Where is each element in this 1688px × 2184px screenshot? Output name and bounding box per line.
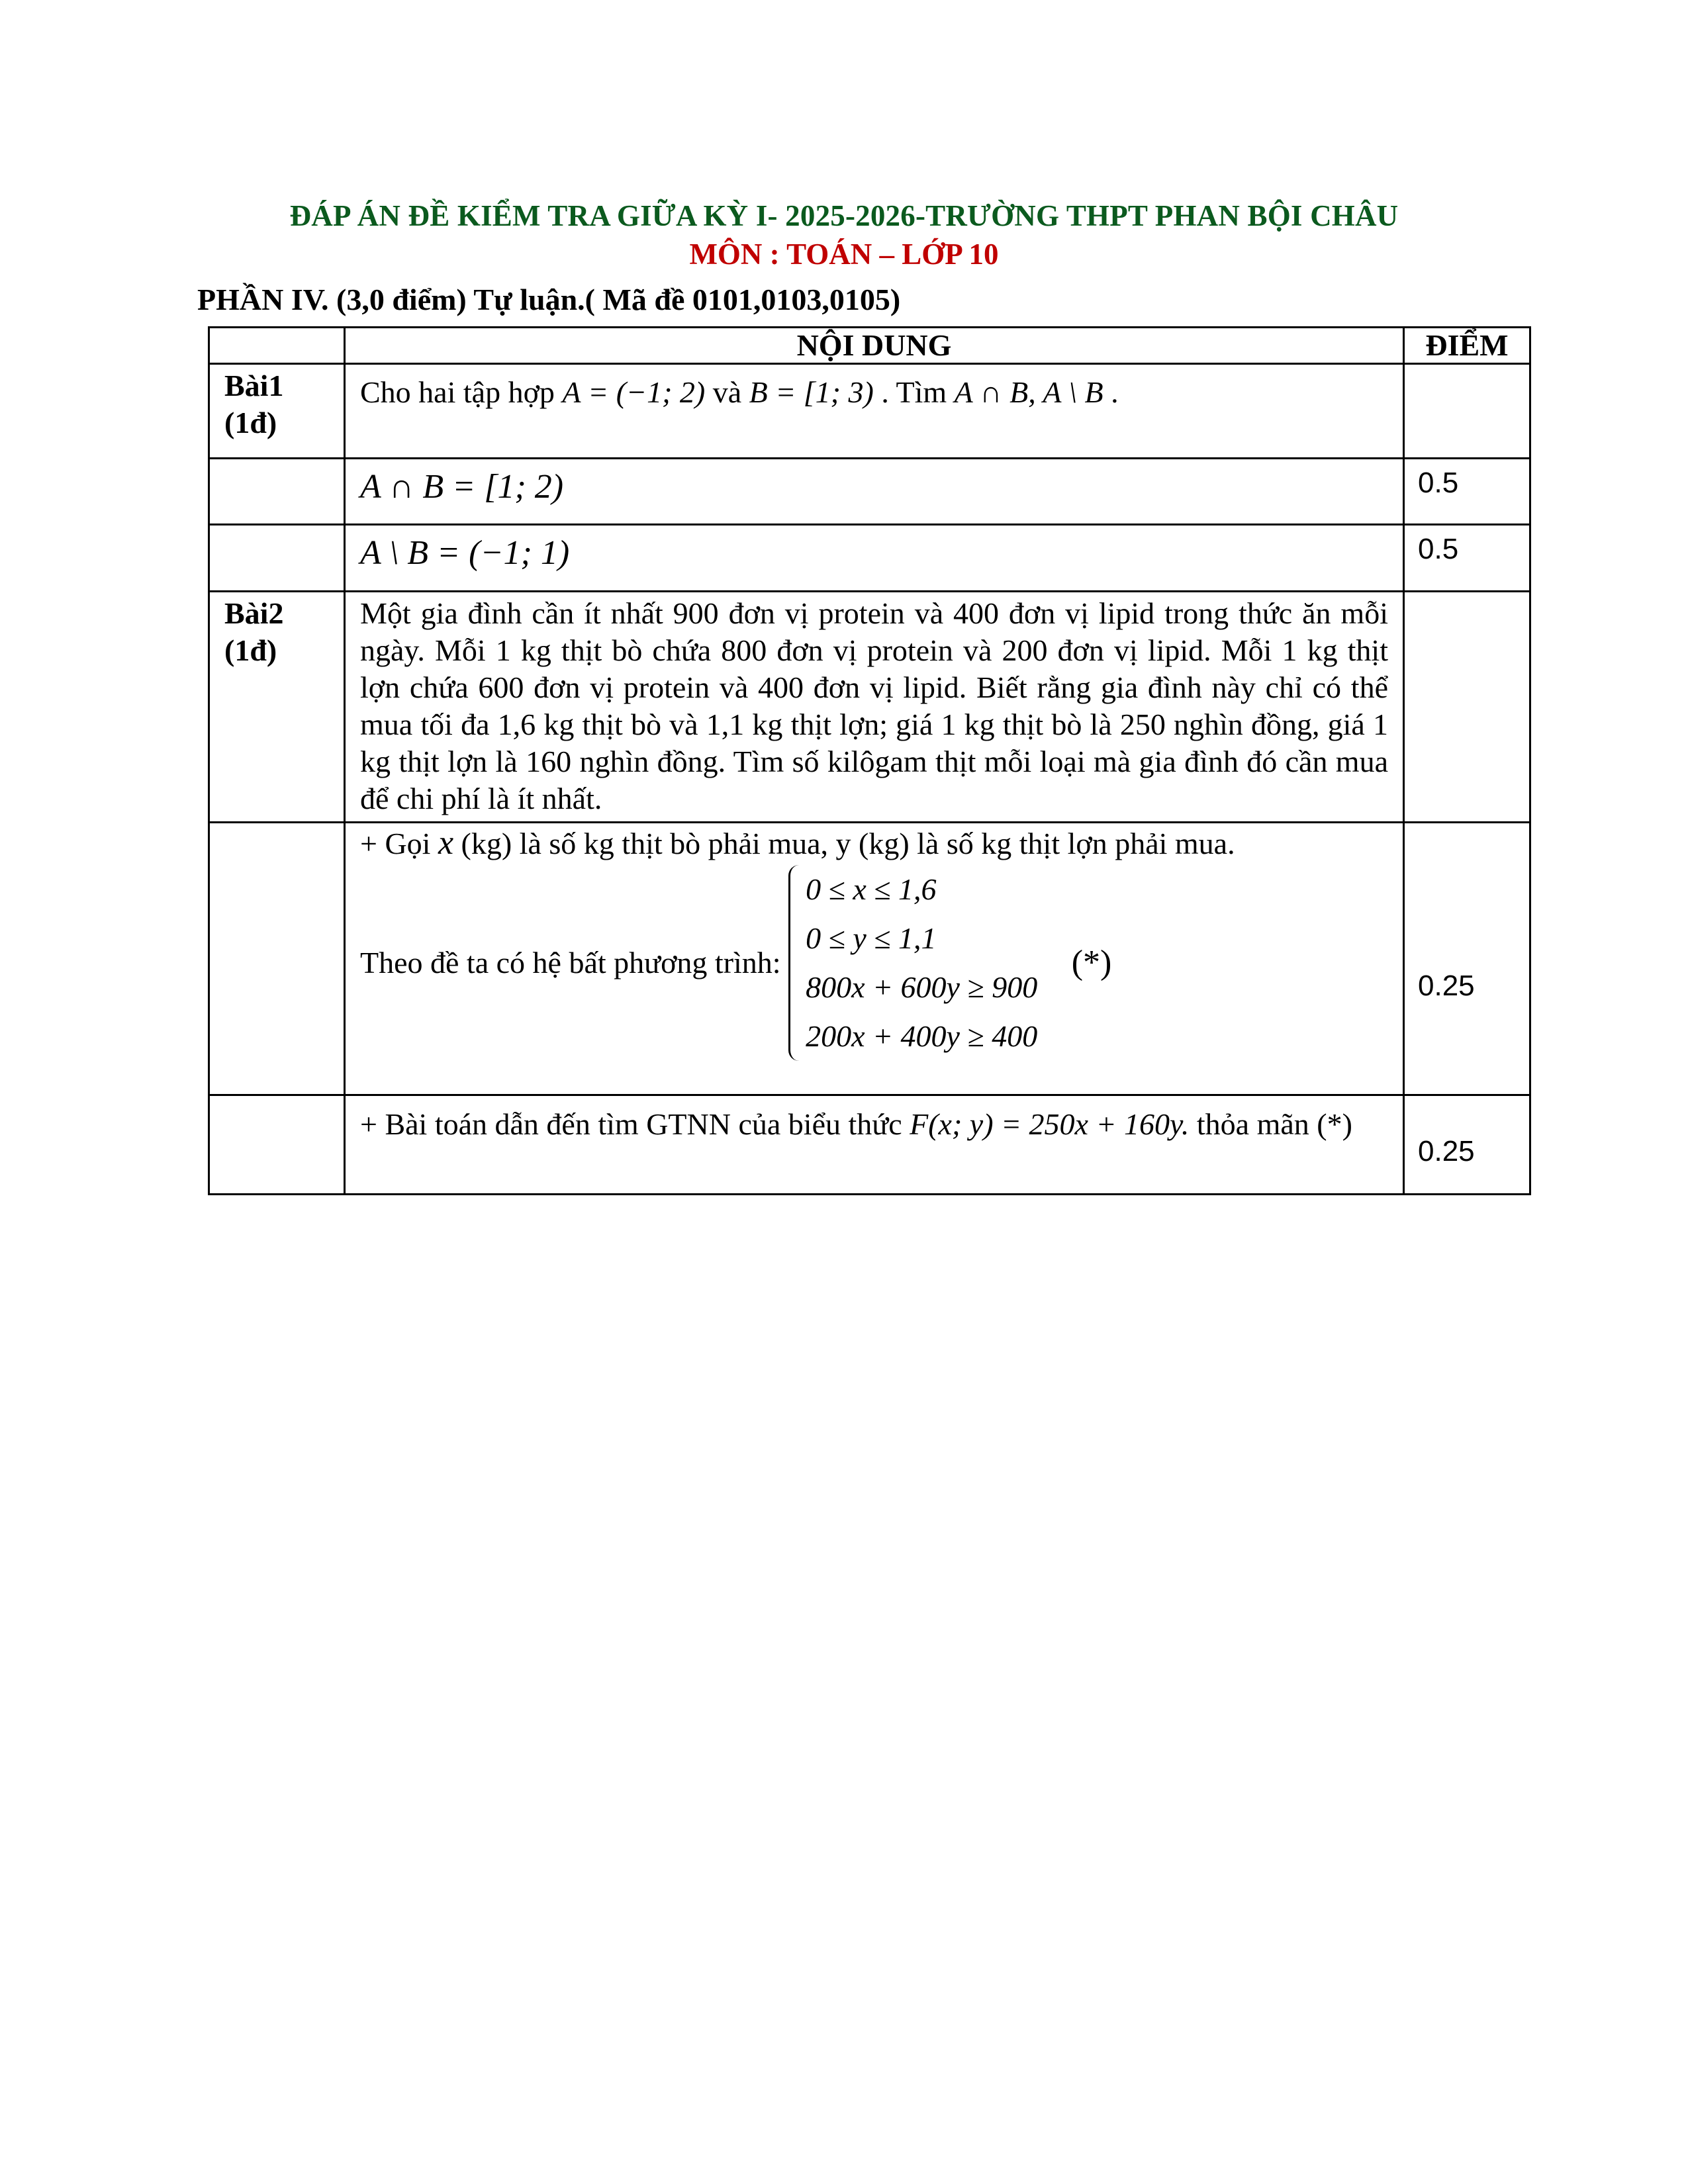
header-content: NỘI DUNG [345,328,1404,364]
bai2-step2-text: + Bài toán dẫn đến tìm GTNN của biểu thức [360,1107,910,1141]
empty-cell [209,525,345,592]
inequality-system [788,865,1037,1061]
bai2-step1-text-b: (kg) là số kg thịt bò phải mua, y (kg) là số kg thịt lợn phải mua. [453,827,1235,860]
bai1-text-1: Cho hai tập hợp [360,375,563,409]
bai2-step1-score: 0.25 [1418,970,1475,1002]
bai1-question-cell [345,364,1404,459]
bai2-step2-cell [345,1095,1404,1195]
table-header-row [209,328,1530,364]
bai2-system-intro: Theo đề ta có hệ bất phương trình: [360,946,789,979]
bai2-step1-score-cell [1404,823,1530,1095]
bai1-answer-1-cell [345,459,1404,525]
inequality-line: 200x + 400y ≥ 400 [806,1019,1038,1053]
empty-cell [209,823,345,1095]
bai1-answer-1-score: 0.5 [1418,467,1459,499]
bai1-text-3: . Tìm [881,375,955,409]
bai2-step2-tail: thỏa mãn (*) [1196,1107,1352,1141]
bai1-score-empty [1404,364,1530,459]
bai1-points: (1đ) [224,406,277,439]
bai2-question-cell [345,592,1404,823]
document-subtitle: MÔN : TOÁN – LỚP 10 [689,238,999,271]
bai1-label-cell [209,364,345,459]
bai2-points: (1đ) [224,633,277,667]
empty-cell [209,459,345,525]
table-row [209,1095,1530,1195]
bai2-label-cell [209,592,345,823]
bai2-step1-cell [345,823,1404,1095]
bai1-label: Bài1 [224,369,284,402]
bai2-question: Một gia đình cần ít nhất 900 đơn vị protein và 400 đơn vị lipid trong thức ăn mỗi ngày. Mỗi 1 kg thịt bò chứa 800 đơn vị protein và 200 đơn vị lipid. Mỗi 1 kg thịt lợn chứa 600 đơn vị protein và 400 đơn vị lipid. Biết rằng gia đình này chỉ có thể mua tối đa 1,6 kg thịt bò và 1,1 kg thịt lợn; giá 1 kg thịt bò là 250 nghìn đồng, giá 1 kg thịt lợn là 160 nghìn đồng. Tìm số kilôgam thịt mỗi loại mà gia đình đó cần mua để chi phí là ít nhất. [360,596,1388,815]
bai1-text-2: và [712,375,749,409]
empty-cell [209,1095,345,1195]
bai1-answer-2-cell [345,525,1404,592]
table-row [209,459,1530,525]
header-empty-cell [209,328,345,364]
bai1-set-a: A = (−1; 2) [562,375,706,409]
part-heading: PHẦN IV. (3,0 điểm) Tự luận.( Mã đề 0101,0103,0105) [197,283,901,316]
bai2-step1-line [360,825,1388,862]
bai1-answer-2: A \ B = (−1; 1) [360,534,570,572]
bai1-text-4: . [1111,375,1119,409]
bai1-answer-2-score: 0.5 [1418,533,1459,565]
table-row [209,592,1530,823]
bai1-answer-2-score-cell [1404,525,1530,592]
inequality-line: 800x + 600y ≥ 900 [806,970,1038,1004]
bai2-step1-var-x: x [438,824,454,862]
header-score: ĐIỂM [1404,328,1530,364]
bai2-step2-score-cell [1404,1095,1530,1195]
bai2-step1-text-a: + Gọi [360,827,438,860]
bai1-set-b: B = [1; 3) [749,375,874,409]
bai2-label: Bài2 [224,596,284,630]
left-brace-icon [788,865,804,1061]
bai1-answer-1-score-cell [1404,459,1530,525]
bai2-system-row [360,865,1388,1061]
bai1-answer-1: A ∩ B = [1; 2) [360,468,564,506]
table-row [209,364,1530,459]
table-row [209,525,1530,592]
inequality-line: 0 ≤ y ≤ 1,1 [806,921,937,955]
system-tag: (*) [1071,944,1112,981]
table-row [209,823,1530,1095]
bai2-objective-function: F(x; y) = 250x + 160y. [910,1107,1190,1141]
bai2-step2-score: 0.25 [1418,1135,1475,1167]
answer-table [208,326,1531,1195]
document-title: ĐÁP ÁN ĐỀ KIỂM TRA GIỮA KỲ I- 2025-2026-TRƯỜNG THPT PHAN BỘI CHÂU [289,199,1399,232]
bai2-score-empty [1404,592,1530,823]
bai1-find: A ∩ B, A \ B [954,375,1103,409]
inequality-line: 0 ≤ x ≤ 1,6 [806,872,937,906]
